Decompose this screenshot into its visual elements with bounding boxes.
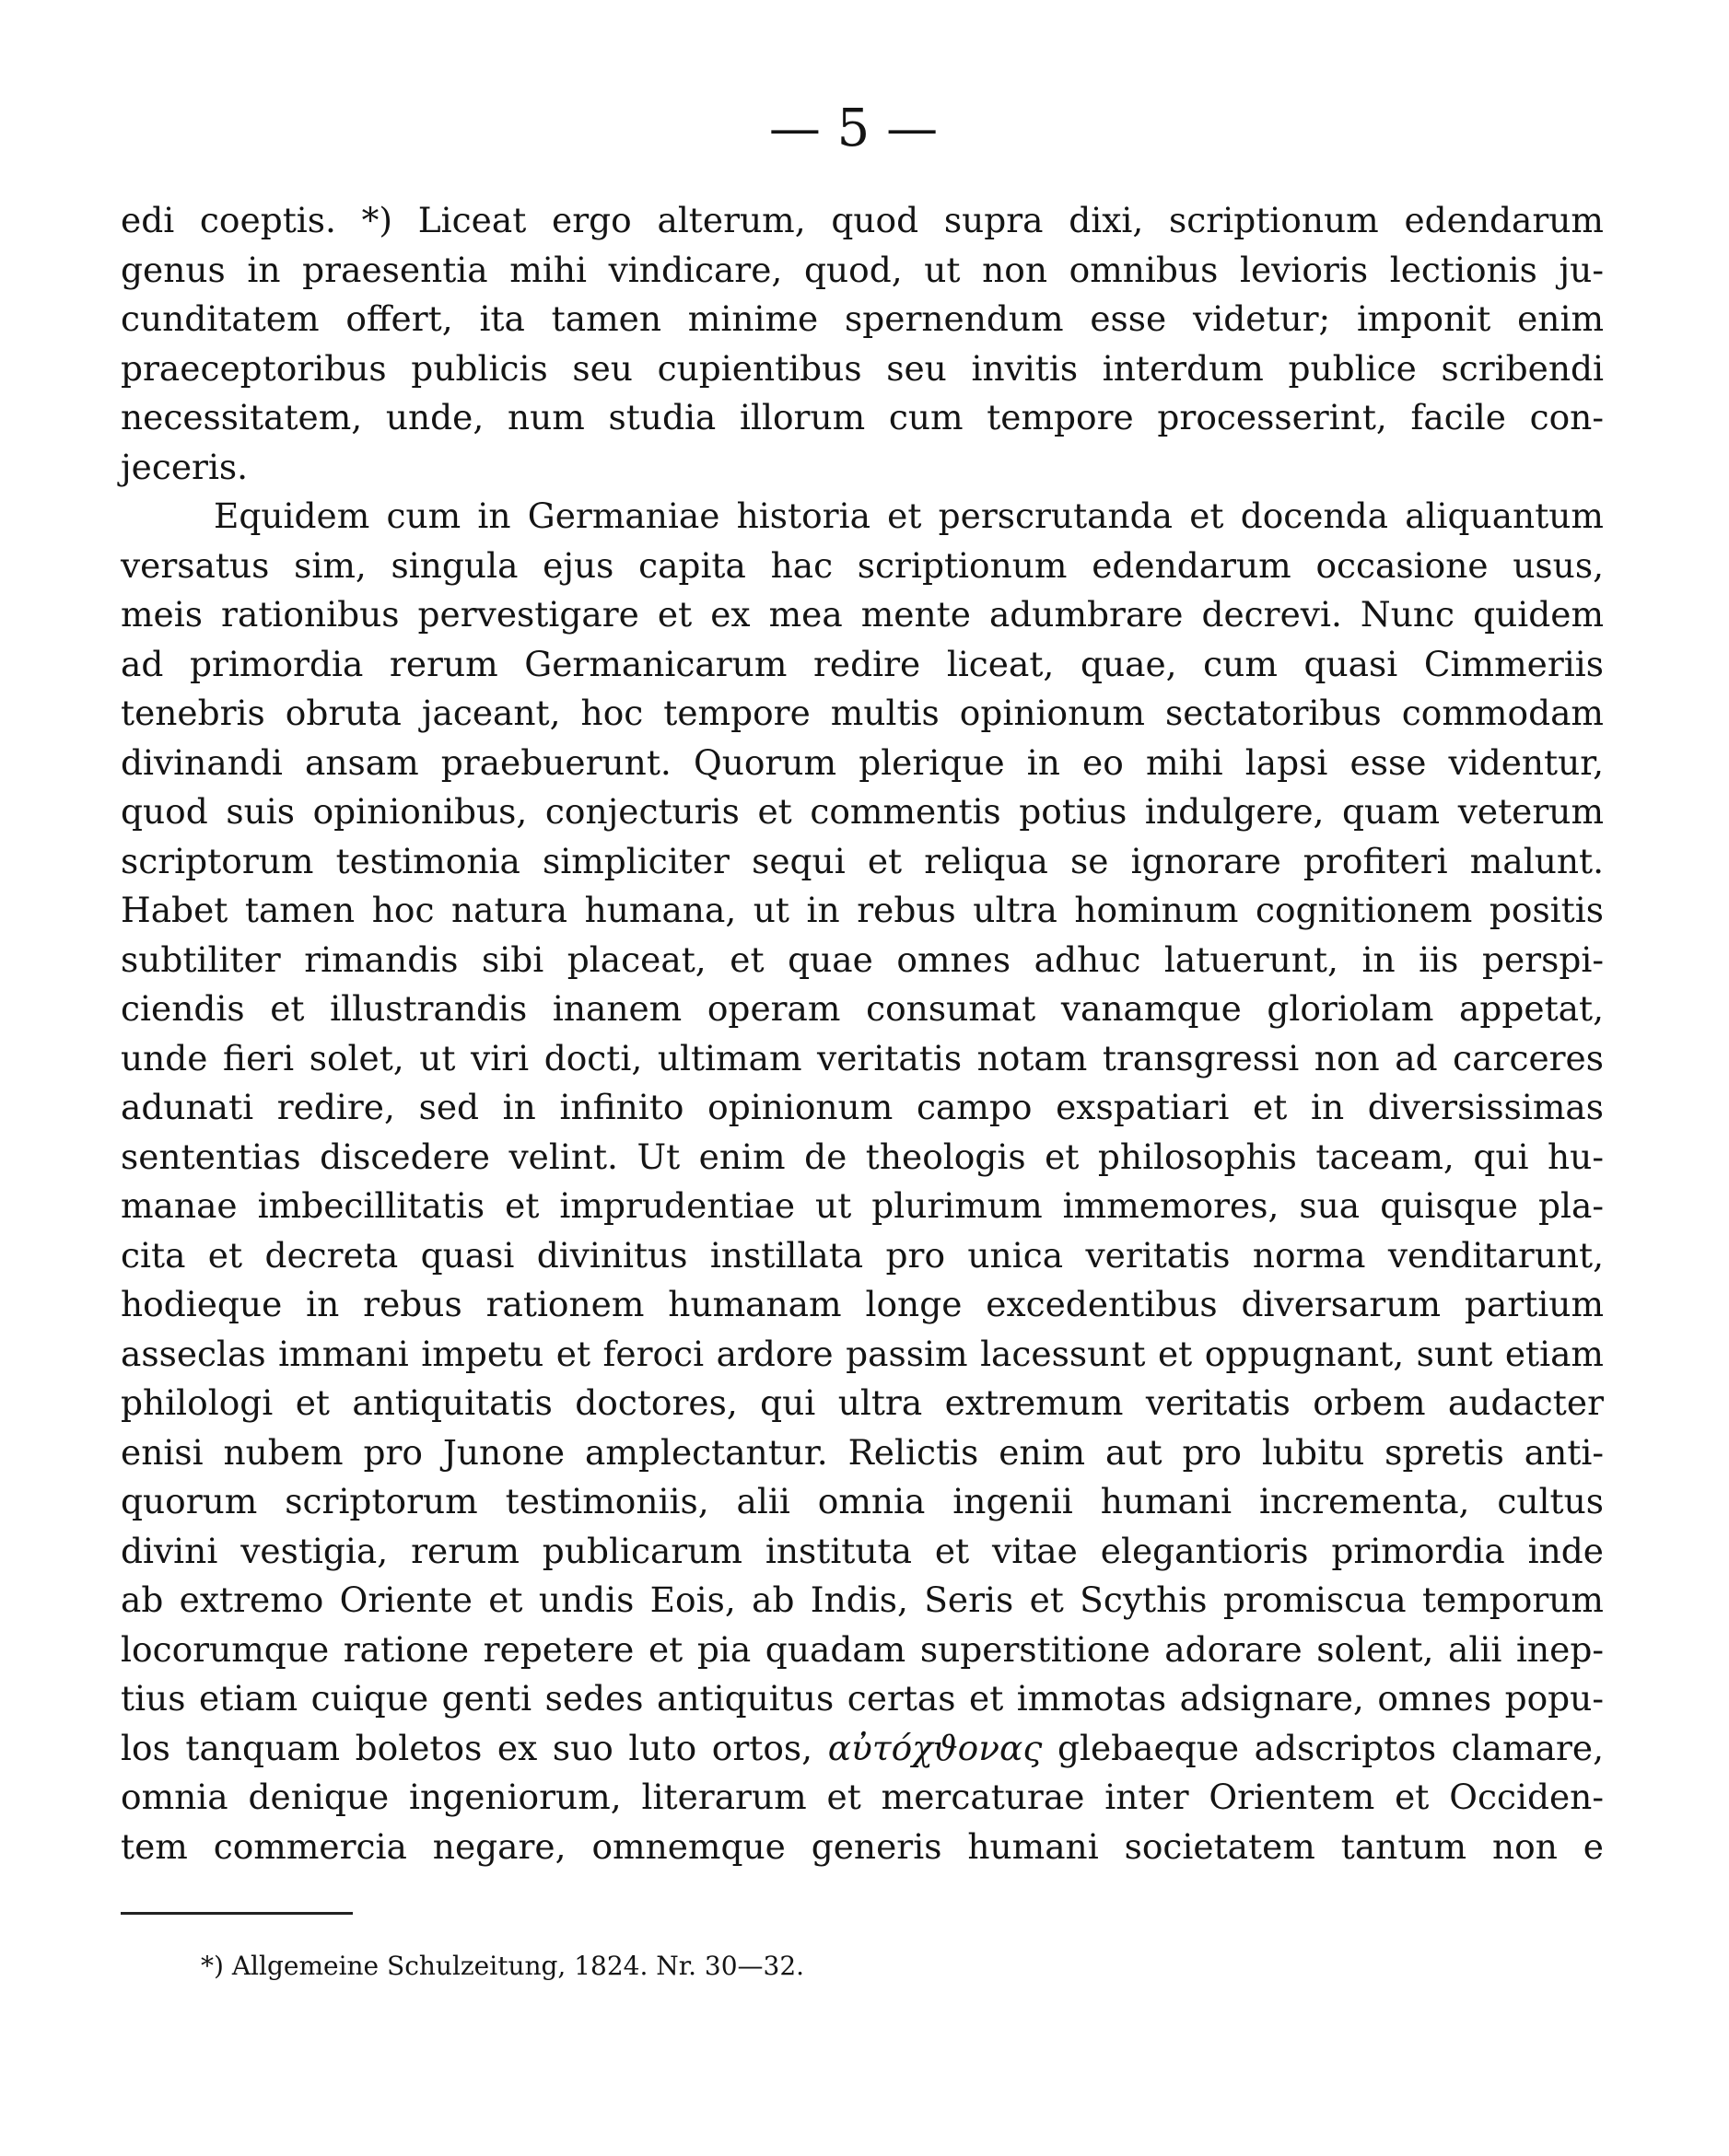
text-line: adunati redire, sed in infinito opinionum campo exspatiari et in diversissimas: [121, 1087, 1604, 1127]
text-line: necessitatem, unde, num studia illorum cum tempore processerint, facile con-: [121, 397, 1604, 437]
text-line: manae imbecillitatis et imprudentiae ut plurimum immemores, sua quisque pla-: [121, 1185, 1604, 1226]
page-number: — 5 —: [768, 99, 939, 158]
text-line: hodieque in rebus rationem humanam longe excedentibus diversarum partium: [121, 1284, 1604, 1324]
footnote: *) Allgemeine Schulzeitung, 1824. Nr. 30—32.: [201, 1951, 805, 1981]
text-segment: glebaeque adscriptos clamare,: [1042, 1727, 1604, 1768]
body-text: [121, 196, 1604, 1871]
text-line: enisi nubem pro Junone amplectantur. Relictis enim aut pro lubitu spretis anti-: [121, 1431, 1604, 1473]
text-line: ciendis et illustrandis inanem operam consumat vanamque gloriolam appetat,: [121, 988, 1604, 1029]
text-line: tem commercia negare, omnemque generis humani societatem tantum non e: [121, 1825, 1604, 1867]
text-line: cunditatem offert, ita tamen minime spernendum esse videtur; imponit enim: [121, 298, 1604, 339]
text-line: Equidem cum in Germaniae historia et perscrutanda et docenda aliquantum: [214, 495, 1604, 536]
text-line: scriptorum testimonia simpliciter sequi et reliqua se ignorare profiteri malunt.: [121, 840, 1604, 881]
text-line: omnia denique ingeniorum, literarum et mercaturae inter Orientem et Occiden-: [121, 1777, 1604, 1817]
text-line: genus in praesentia mihi vindicare, quod, ut non omnibus levioris lectionis ju-: [121, 249, 1604, 290]
text-line: unde fieri solet, ut viri docti, ultimam veritatis notam transgressi non ad carceres: [121, 1037, 1604, 1078]
text-line: meis rationibus pervestigare et ex mea mente adumbrare decrevi. Nunc quidem: [121, 594, 1604, 635]
footnote-divider: [121, 1912, 353, 1915]
greek-word: αὐτόχϑονας: [827, 1727, 1043, 1768]
text-line: sententias discedere velint. Ut enim de theologis et philosophis taceam, qui hu-: [121, 1136, 1604, 1177]
text-line: quod suis opinionibus, conjecturis et commentis potius indulgere, quam veterum: [121, 791, 1604, 832]
text-line: cita et decreta quasi divinitus instillata pro unica veritatis norma venditarunt,: [121, 1234, 1604, 1276]
text-line: subtiliter rimandis sibi placeat, et quae omnes adhuc latuerunt, in iis perspi-: [121, 938, 1604, 980]
text-line: locorumque ratione repetere et pia quadam superstitione adorare solent, alii inep-: [121, 1628, 1604, 1670]
text-line: asseclas immani impetu et feroci ardore passim lacessunt et oppugnant, sunt etiam: [121, 1333, 1604, 1374]
text-line: [121, 1724, 1604, 1774]
text-line: jeceris.: [121, 446, 249, 487]
text-line: quorum scriptorum testimoniis, alii omnia ingenii humani incrementa, cultus: [121, 1481, 1604, 1521]
text-line: ad primordia rerum Germanicarum redire liceat, quae, cum quasi Cimmeriis: [121, 643, 1604, 684]
text-line: ab extremo Oriente et undis Eois, ab Indis, Seris et Scythis promiscua temporum: [121, 1579, 1604, 1620]
text-line: edi coeptis. *) Liceat ergo alterum, quod supra dixi, scriptionum edendarum: [121, 200, 1604, 240]
text-line: Habet tamen hoc natura humana, ut in rebus ultra hominum cognitionem positis: [121, 890, 1604, 930]
text-line: tius etiam cuique genti sedes antiquitus certas et immotas adsignare, omnes popu-: [121, 1678, 1604, 1719]
text-segment: los tanquam boletos ex suo luto ortos,: [121, 1727, 828, 1768]
text-line: tenebris obruta jaceant, hoc tempore multis opinionum sectatoribus commodam: [121, 693, 1604, 733]
text-line: philologi et antiquitatis doctores, qui ultra extremum veritatis orbem audacter: [121, 1382, 1604, 1423]
text-line: versatus sim, singula ejus capita hac scriptionum edendarum occasione usus,: [121, 544, 1604, 586]
text-line: divinandi ansam praebuerunt. Quorum plerique in eo mihi lapsi esse videntur,: [121, 741, 1604, 783]
text-line: divini vestigia, rerum publicarum instituta et vitae elegantioris primordia inde: [121, 1530, 1604, 1571]
text-line: praeceptoribus publicis seu cupientibus seu invitis interdum publice scribendi: [121, 347, 1604, 389]
